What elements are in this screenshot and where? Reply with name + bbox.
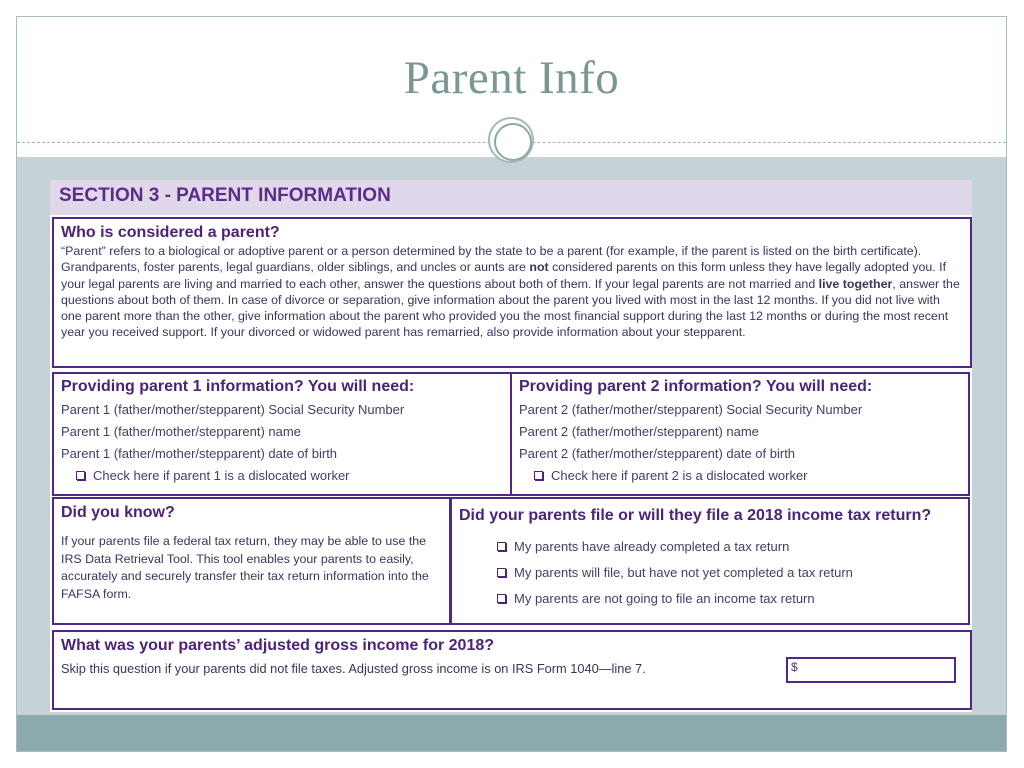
tax-return-question: Did your parents file or will they file a 2018 income tax return?	[459, 507, 932, 524]
checkbox-icon[interactable]	[76, 471, 85, 480]
who-is-parent-text: “Parent” refers to a biological or adoptive parent or a person determined by the state to be a parent (for example, if the parent is listed on the birth certificate). Grandparents, foster parents, legal guardians, older siblings, and uncles or aunts are not considered parents on this form unless they have legally adopted you. If your legal parents are living and married to each other, answer the questions about both of them. If your legal parents are not married and live together, answer the questions about both of them. In case of divorce or separation, give information about the parent you lived with most in the last 12 months. If you did not live with one parent more than the other, give information about the parent who provided you the most financial support during the last 12 months or during the most recent year you received support. If your divorced or widowed parent has remarried, also provide information about your stepparent.	[61, 244, 960, 340]
parent-1-title: Providing parent 1 information? You will need:	[61, 378, 415, 395]
section-header: SECTION 3 - PARENT INFORMATION	[50, 180, 972, 215]
agi-instructions: Skip this question if your parents did not file taxes. Adjusted gross income is on IRS Form 1040—line 7.	[61, 661, 646, 676]
parent-2-dislocated-checkbox[interactable]: Check here if parent 2 is a dislocated worker	[534, 468, 961, 483]
parent-1-box	[52, 372, 512, 496]
slide-title: Parent Info	[403, 52, 620, 104]
agi-box	[52, 630, 972, 710]
checkbox-icon[interactable]	[534, 471, 543, 480]
parent-2-ssn-item: Parent 2 (father/mother/stepparent) Social Security Number	[519, 402, 863, 417]
parent-1-dob-item: Parent 1 (father/mother/stepparent) date of birth	[61, 446, 338, 461]
fafsa-parent-form	[50, 180, 972, 712]
parent-2-name-item: Parent 2 (father/mother/stepparent) name	[519, 424, 759, 439]
parent-1-name-item: Parent 1 (father/mother/stepparent) name	[61, 424, 301, 439]
did-you-know-text: If your parents file a federal tax return, they may be able to use the IRS Data Retrieval Tool. This tool enables your parents to easily, accurately and securely transfer their tax return information into the FAFSA form.	[61, 534, 429, 601]
footer-band	[17, 715, 1006, 752]
dollar-sign: $	[791, 660, 798, 674]
circle-ornament-icon	[488, 117, 534, 163]
checkbox-icon[interactable]	[497, 542, 506, 551]
tax-option-completed[interactable]: My parents have already completed a tax return	[497, 539, 961, 554]
did-you-know-box	[52, 497, 451, 625]
parent-2-box	[510, 372, 970, 496]
did-you-know-title: Did you know?	[61, 504, 175, 521]
parent-1-ssn-item: Parent 1 (father/mother/stepparent) Social Security Number	[61, 402, 405, 417]
tax-option-not-filing[interactable]: My parents are not going to file an income tax return	[497, 591, 961, 606]
parent-1-dislocated-checkbox[interactable]: Check here if parent 1 is a dislocated worker	[76, 468, 503, 483]
agi-question: What was your parents’ adjusted gross income for 2018?	[61, 637, 495, 654]
tax-option-will-file[interactable]: My parents will file, but have not yet completed a tax return	[497, 565, 961, 580]
who-is-parent-box	[52, 217, 972, 368]
who-is-parent-title: Who is considered a parent?	[61, 224, 280, 241]
checkbox-icon[interactable]	[497, 568, 506, 577]
checkbox-icon[interactable]	[497, 594, 506, 603]
agi-amount-input[interactable]	[786, 657, 956, 683]
parent-2-title: Providing parent 2 information? You will need:	[519, 378, 873, 395]
tax-return-box	[450, 497, 970, 625]
parent-2-dob-item: Parent 2 (father/mother/stepparent) date of birth	[519, 446, 796, 461]
